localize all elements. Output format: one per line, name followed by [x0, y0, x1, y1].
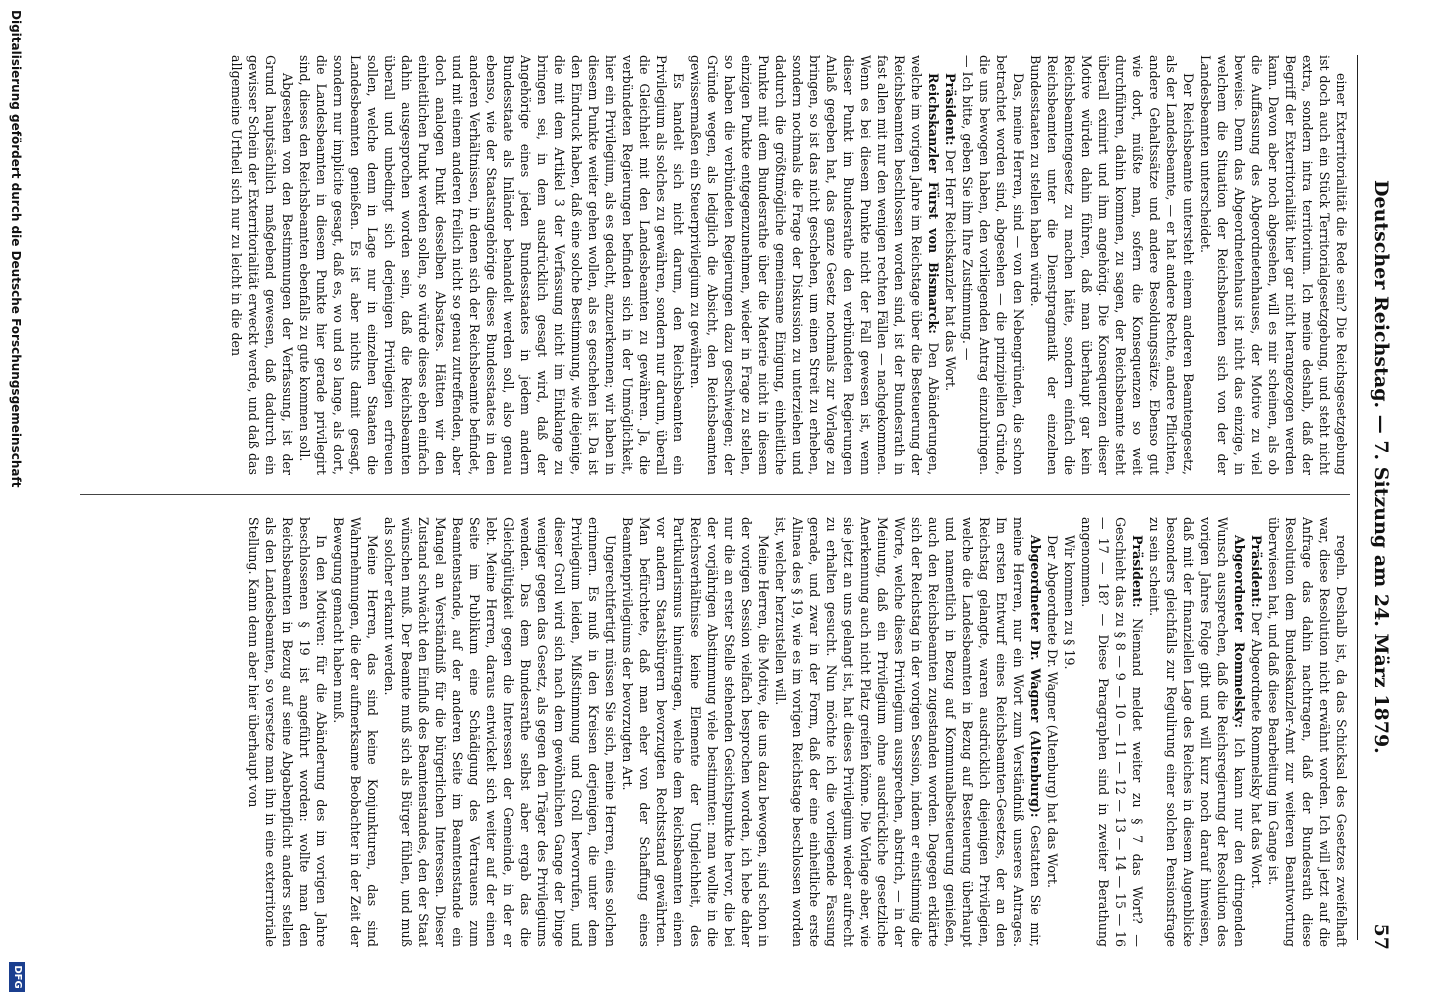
paragraph-text: Ungerechtfertigt müssen Sie sich, meine Herren, eines solchen erinnern. Es muß in den Kreisen derjenigen, die unter dem Privilegium leiden, Mißstimmung und Groll hervorrufen, und dieser Groll wird sich nach dem gewöhnlichen Gange der Dinge weniger gegen das Gesetz, als gegen den Träger des Privilegiums wenden. Das dem Bundesrathe selbst aber ergab das die Gleichgültigkeit gegen die Interessen der Gemeinde, in der er lebt. Meine Herren, daraus entwickelt sich weiter auf der einen Seite im Publikum eine Schädigung des Vertrauens zum Beamtenstande, auf der anderen Seite im Beamtenstande ein Mangel an Verständniß für die bürgerlichen Interessen. Dieser Zustand schwächt den Einfluß des Beamtenstandes, den der Staat wünschen muß. Der Beamte muß sich als Bürger fühlen, und muß als solcher erkannt werden.	[382, 517, 618, 947]
speaker-name: Abgeordneter Dr. Wagner (Altenburg):	[1028, 535, 1043, 818]
paragraph-text: Den Abänderungen, welche im vorigen Jahre im Reichstage über die Besteuerung der Reichsbeamten beschlossen worden sind, ist der Bundesrath in fast allen mit nur den wenigen rechten Fällen — nachgekommen. Wenn es bei diesem Punkte nicht der Fall gewesen ist, wenn dieser Punkt im Bundesrathe den verbündeten Regierungen Anlaß gegeben hat, das ganze Gesetz nochmals zur Vorlage zu bringen, so ist das nicht geschehen, um einen Streit zu erheben, sondern nochmals die Frage der Diskussion zu unterziehen und dadurch die größtmögliche gemeinsame Einigung, einheitliche Punkte mit dem Bundesrathe über die Materie nicht in diesem einzigen Punkte entgegenzunehmen, wieder in Frage zu stellen, so haben die verbündeten Regierungen dazu geschwiegen; der Gründe wegen, als lediglich die Absicht, den Reichsbeamten gewissermaßen ein Steuerprivilegium zu gewähren.	[688, 55, 941, 475]
footer-credit: Digitalisierung gefördert durch die Deutsche Forschungsgemeinschaft	[9, 10, 23, 488]
paragraph-text: regeln. Deshalb ist, da das Schicksal des Gesetzes zweifelhaft war, diese Resolution nicht erwähnt worden. Ich will jetzt auf die Anfrage das dahin nachtragen, daß der Bundesrath diese Resolution dem Bundeskanzler-Amt zur weiteren Beantwortung überwiesen hat, und daß diese Bearbeitung im Gange ist.	[1266, 517, 1349, 947]
paragraph	[296, 55, 687, 475]
paragraph	[619, 517, 772, 947]
paragraph-text: Der Abgeordnete Dr. Wagner (Altenburg) hat das Wort.	[1045, 535, 1060, 889]
speaker-name: Präsident:	[1249, 535, 1264, 608]
paragraph	[687, 55, 942, 475]
paragraph	[1027, 55, 1197, 475]
speaker-name: Präsident:	[943, 73, 958, 146]
paragraph	[1061, 517, 1078, 947]
paragraph	[1044, 517, 1061, 947]
paragraph-text: Der Herr Reichskanzler hat das Wort.	[943, 149, 958, 392]
paragraph-text: Das, meine Herren, sind — von den Nebengründen, die schon betrachtet worden sind, abgesehen — die prinzipiellen Gründe, die uns bewogen haben, den vorliegenden Antrag einzubringen. — Ich bitte, geben Sie ihm Ihre Zustimmung. —	[960, 55, 1026, 475]
paragraph-text: Es handelt sich nicht darum, den Reichsbeamten ein Privilegium als solches zu gewähren, sondern nur darum, überall die Gleichheit mit den Landesbeamten zu gewähren. Ja, die verbündeten Regierungen befinden sich in der Unmöglichkeit, hier ein Privilegium, als es gedacht, anzuerkennen; wir haben in diesem Punkte weiter gehen wollen, als es geschehen ist. Da ist den Eindruck haben, daß eine solche Bestimmung, wie diejenige, die mit dem Artikel 3 der Verfassung nicht im Einklange zu bringen sei, in dem ausdrücklich gesagt wird, daß der Angehörige eines jeden Bundesstaates in jedem andern Bundesstaate als Inländer behandelt werden soll, also genau ebenso, wie der Staatsangehörige dieses Bundesstaates in den anderen Verhältnissen, in denen sich der Reichsbeamte befindet, und mit einem anderen freilich nicht so genau zutreffenden, aber doch analogen Punkt desselben Absatzes. Hätten wir den einheitlichen Punkt werden sollen, so würde dieses eben einfach dahin ausgesprochen worden sein, daß die Reichsbeamten überall und unbedingt sich derjenigen Privilegien erfreuen sollen, welche denn in Lage nur in einzelnen Staaten die Landesbeamten genießen. Es ist aber nichts damit gesagt, sondern nur implicite gesagt, daß es, wo und so lange, als dort, die Landesbeamten in diesem Punkte hier gerade privilegirt sind, dieses den Reichsbeamten ebenfalls zu gute kommen soll.	[297, 55, 686, 475]
header-rule	[1357, 55, 1358, 940]
paragraph	[330, 517, 381, 947]
paragraph	[959, 55, 1027, 475]
paragraph-text: Meine Herren, das sind keine Konjunkturen, das sind Wahrnehmungen, die der aufmerksame Beobachter in der Zeit der Bewegung gemacht haben muß.	[331, 517, 380, 947]
right-column	[80, 517, 1350, 947]
paragraph-text: Ich kann nur den dringenden Wunsch aussprechen, daß die Reichsregierung der Resolution des vorigen Jahres Folge gibt und will kurz noch darauf hinweisen, daß mit der finanziellen Lage des Reiches in diesem Augenblicke besonders gleichfalls zur Regulirung einer solchen Pensionsfrage zu sein scheint.	[1147, 517, 1247, 947]
paragraph	[772, 517, 1044, 947]
paragraph-text: Gestatten Sie mir, meine Herren, nur ein Wort zum Verständniß unseres Antrages. Im ersten Entwurf eines Reichsbeamten-Gesetzes, der an den Reichstag gelangte, waren ausdrücklich diejenigen Privilegien, welche die Landesbeamten in Bezug auf Besteuerung überhaupt und namentlich in Bezug auf Kommunalbesteuerung genießen, auch den Reichsbeamten zugestanden worden. Dagegen erklärte sich der Reichstag in der vorigen Session, indem er einstimmig die Worte, welche dieses Privilegium aussprechen, abstrich, — in der Meinung, daß ein Privilegium ohne ausdrückliche gesetzliche Anerkennung auch nicht Platz greifen könne. Die Vorlage aber, wie sie jetzt an uns gelangt ist, hat dieses Privilegium wieder aufrecht zu erhalten gesucht. Nun möchte ich die vorliegende Fassung gerade, und zwar in der Form, daß der eine einheitliche erste Alinea des § 19, wie es im vorigen Reichstage beschlossen worden ist, welcher herzustellen will.	[773, 517, 1043, 947]
paragraph	[1146, 517, 1248, 947]
left-column	[80, 55, 1350, 475]
column-divider	[80, 494, 1350, 495]
paragraph	[942, 55, 959, 475]
paragraph	[228, 55, 296, 475]
speaker-name: Reichskanzler Fürst von Bismarck:	[926, 73, 941, 334]
speaker-name: Präsident:	[1130, 535, 1145, 608]
paragraph-text: einer Exterritorialität die Rede sein? Die Reichsgesetzgebung ist doch auch ein Stück Territorialgesetzgebung, und steht nicht extra, sondern intra territorium. Ich meine deshalb, daß der Begriff der Exterritorialität hier gar nicht herangezogen werden kann. Davon aber noch abgesehen, will es mir scheinen, als ob die Auffassung des Abgeordnetenhauses, der Motive zu viel beweise. Denn das Abgeordnetenhaus ist nicht das einzige, in welchem die Situation der Reichsbeamten sich von der der Landesbeamten unterscheidet.	[1198, 55, 1349, 475]
paragraph	[245, 517, 330, 947]
paragraph	[1078, 517, 1146, 947]
dfg-logo: DFG	[9, 962, 25, 992]
page-title: Deutscher Reichstag. — 7. Sitzung am 24. März 1879.	[1370, 180, 1392, 754]
page-number: 57	[1370, 923, 1392, 950]
paragraph-text: Meine Herren, die Motive, die uns dazu bewogen, sind schon in der vorigen Session vielfach besprochen worden, ich hebe daher nur die an erster Stelle stehenden Gesichtspunkte hervor, die bei der vorjährigen Abstimmung viele bestimmten: man wollte in die Reichsverhältnisse keine Elemente der Ungleichheit, des Partikularismus hineintragen, welche dem Reichsbeamten einen vor andern Staatsbürgern bevorzugten Rechtsstand gewährten. Man befürchtete, daß man eher von der Schaffung eines Beamtenprivilegiums der bevorzugten Art.	[620, 517, 771, 947]
paragraph	[1265, 517, 1350, 947]
page-header	[1362, 50, 1392, 950]
paragraph	[381, 517, 619, 947]
speaker-name: Abgeordneter Rommelsky:	[1232, 535, 1247, 728]
paragraph-text: In den Motiven: für die Abänderung des im vorigen Jahre beschlossenen § 19 ist angeführt worden: wollte man den Reichsbeamten in Bezug auf seine Abgabenpflicht anders stellen als den Landesbeamten, so versetze man ihn in eine exterritoriale Stellung. Kann denn aber hier überhaupt von	[246, 517, 329, 947]
paragraph	[1197, 55, 1350, 475]
paragraph-text: Wir kommen zu § 19.	[1062, 535, 1077, 670]
paragraph-text: Niemand meldet weiter zu § 7 das Wort? — Geschieht das zu § 8 — 9 — 10 — 11 — 12 — 13 — 14 — 15 — 16 — 17 — 18? — Diese Paragraphen sind in zweiter Berathung angenommen.	[1079, 517, 1145, 947]
paragraph-text: Der Reichsbeamte untersteht einem anderen Beamtengesetz, als der Landesbeamte, — er hat andere Rechte, andere Pflichten, andere Gehaltssätze und andere Besoldungssätze. Ebenso gut wie dort, müßte man, sofern die Konsequenzen so weit durchführen, dahin kommen, zu sagen, der Reichsbeamte steht überall eximirt und ihm angehörig. Die Konsequenzen dieser Motive würden dahin führen, daß man überhaupt gar kein Reichsbeamtengesetz zu machen hätte, sondern einfach die Reichsbeamten unter die Dienstpragmatik der einzelnen Bundesstaaten zu stellen haben würde.	[1028, 55, 1196, 475]
paragraph-text: Abgesehen von den Bestimmungen der Verfassung, ist der Grund hauptsächlich maßgebend gewesen, daß dadurch ein gewisser Schein der Exterritorialität erweckt werde, und daß das allgemeine Urtheil sich nur zu leicht in die den	[229, 55, 295, 475]
paragraph-text: Der Abgeordnete Rommelsky hat das Wort.	[1249, 611, 1264, 889]
digitization-footer	[0, 0, 27, 1000]
paragraph	[1248, 517, 1265, 947]
